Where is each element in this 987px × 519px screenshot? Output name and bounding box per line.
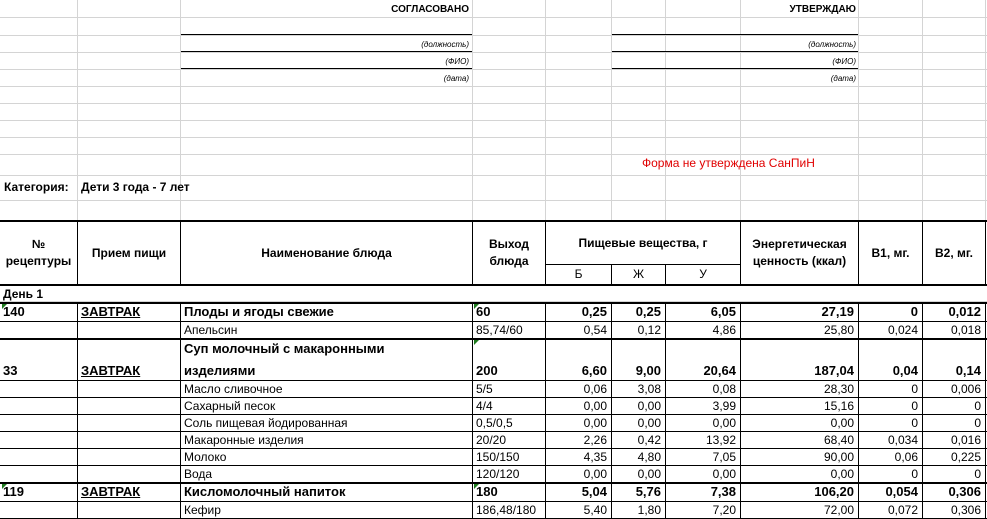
dish-b-value: 5,04 <box>581 484 607 499</box>
ingredient-zh-value: 0,00 <box>637 399 661 413</box>
dish-b1-value: 0,04 <box>892 363 918 378</box>
col-output: Выход блюда <box>488 237 530 268</box>
dish-b2-value: 0,14 <box>955 363 981 378</box>
dish-b-value: 0,25 <box>581 304 607 319</box>
ingredient-name: Кефир <box>184 503 221 517</box>
ingredient-zh-value: 4,80 <box>637 450 661 464</box>
dish-b1-value: 0 <box>910 304 918 319</box>
ingredient-b2-value: 0 <box>974 399 981 413</box>
dish-b2-value: 0,306 <box>948 484 981 499</box>
ingredient-zh-value: 0,00 <box>637 416 661 430</box>
ingredient-b2-value: 0,018 <box>950 323 981 337</box>
ingredient-name: Соль пищевая йодированная <box>184 416 348 430</box>
col-zh: Ж <box>632 267 645 281</box>
ingredient-u-value: 7,20 <box>712 503 736 517</box>
ingredient-kcal-value: 15,16 <box>823 399 854 413</box>
dish-output: 180 <box>476 484 498 499</box>
utverzhdayu-label: УТВЕРЖДАЮ <box>789 4 856 15</box>
col-dish: Наименование блюда <box>261 245 392 260</box>
ingredient-zh-value: 0,00 <box>637 467 661 481</box>
ingredient-output: 20/20 <box>476 433 507 447</box>
dish-u-value: 20,64 <box>703 363 736 378</box>
dish-kcal-value: 187,04 <box>814 363 854 378</box>
ingredient-b2-value: 0 <box>974 416 981 430</box>
ingredient-u-value: 0,08 <box>712 382 736 396</box>
ingredient-kcal-value: 0,00 <box>830 416 854 430</box>
dish-name: Кисломолочный напиток <box>184 484 346 499</box>
dish-name-line2: изделиями <box>184 363 256 378</box>
form-note: Форма не утверждена СанПиН <box>642 156 815 170</box>
category-value: Дети 3 года - 7 лет <box>81 180 190 194</box>
ingredient-b1-value: 0 <box>911 399 918 413</box>
meal-name: ЗАВТРАК <box>81 484 141 499</box>
ingredient-output: 0,5/0,5 <box>476 416 513 430</box>
dish-kcal-value: 106,20 <box>814 484 854 499</box>
ingredient-b1-value: 0 <box>911 467 918 481</box>
dish-name-line1: Суп молочный с макаронными <box>184 341 385 356</box>
ingredient-name: Сахарный песок <box>184 399 276 413</box>
ingredient-b1-value: 0,034 <box>887 433 918 447</box>
ingredient-output: 120/120 <box>476 467 520 481</box>
ingredient-output: 4/4 <box>476 399 493 413</box>
ingredient-u-value: 13,92 <box>705 433 736 447</box>
ingredient-b1-value: 0 <box>911 416 918 430</box>
ingredient-kcal-value: 90,00 <box>823 450 854 464</box>
data-caption-left: (дата) <box>443 74 469 83</box>
soglasovano-label: СОГЛАСОВАНО <box>391 4 469 15</box>
dish-b2-value: 0,012 <box>948 304 981 319</box>
ingredient-b2-value: 0,016 <box>950 433 981 447</box>
dolzhnost-caption-left: (должность) <box>421 40 469 49</box>
ingredient-u-value: 4,86 <box>712 323 736 337</box>
dish-u-value: 6,05 <box>710 304 736 319</box>
ingredient-kcal-value: 25,80 <box>823 323 854 337</box>
ingredient-name: Макаронные изделия <box>184 433 304 447</box>
ingredient-output: 186,48/180 <box>476 503 537 517</box>
ingredient-zh-value: 3,08 <box>637 382 661 396</box>
meal-name: ЗАВТРАК <box>81 304 141 319</box>
dish-b-value: 6,60 <box>581 363 607 378</box>
ingredient-b2-value: 0,225 <box>950 450 981 464</box>
ingredient-zh-value: 0,12 <box>637 323 661 337</box>
ingredient-b1-value: 0,06 <box>894 450 918 464</box>
data-caption-right: (дата) <box>830 74 856 83</box>
ingredient-name: Апельсин <box>184 323 238 337</box>
day-label: День 1 <box>3 287 44 301</box>
col-meal: Прием пищи <box>91 245 167 260</box>
ingredient-u-value: 7,05 <box>712 450 736 464</box>
fio-caption-right: (ФИО) <box>832 57 856 66</box>
col-u: У <box>699 267 707 281</box>
ingredient-b-value: 0,54 <box>583 323 607 337</box>
col-recipe-no: № рецептуры <box>5 237 72 268</box>
ingredient-b1-value: 0,072 <box>887 503 918 517</box>
dish-zh-value: 0,25 <box>635 304 661 319</box>
dish-u-value: 7,38 <box>710 484 736 499</box>
ingredient-b-value: 2,26 <box>583 433 607 447</box>
ingredient-b-value: 0,06 <box>583 382 607 396</box>
ingredient-b-value: 0,00 <box>583 399 607 413</box>
col-b1: В1, мг. <box>871 245 910 260</box>
meal-name: ЗАВТРАК <box>81 363 141 378</box>
ingredient-output: 5/5 <box>476 382 493 396</box>
category-label: Категория: <box>4 180 69 194</box>
ingredient-kcal-value: 72,00 <box>823 503 854 517</box>
ingredient-u-value: 0,00 <box>712 416 736 430</box>
ingredient-u-value: 0,00 <box>712 467 736 481</box>
recipe-number: 33 <box>3 363 18 378</box>
ingredient-b-value: 0,00 <box>583 416 607 430</box>
dish-zh-value: 9,00 <box>635 363 661 378</box>
fio-caption-left: (ФИО) <box>445 57 469 66</box>
col-b: Б <box>574 267 583 281</box>
ingredient-b2-value: 0 <box>974 467 981 481</box>
ingredient-name: Молоко <box>184 450 227 464</box>
ingredient-output: 150/150 <box>476 450 520 464</box>
col-nutrients: Пищевые вещества, г <box>578 235 708 250</box>
ingredient-kcal-value: 0,00 <box>830 467 854 481</box>
dish-name: Плоды и ягоды свежие <box>184 304 334 319</box>
ingredient-b-value: 0,00 <box>583 467 607 481</box>
dish-zh-value: 5,76 <box>635 484 661 499</box>
ingredient-zh-value: 1,80 <box>637 503 661 517</box>
ingredient-u-value: 3,99 <box>712 399 736 413</box>
ingredient-kcal-value: 68,40 <box>823 433 854 447</box>
ingredient-b2-value: 0,306 <box>950 503 981 517</box>
col-energy: Энергетическая ценность (ккал) <box>752 237 847 268</box>
dolzhnost-caption-right: (должность) <box>808 40 856 49</box>
ingredient-b-value: 4,35 <box>583 450 607 464</box>
recipe-number: 119 <box>3 484 24 499</box>
ingredient-output: 85,74/60 <box>476 323 523 337</box>
dish-b1-value: 0,054 <box>885 484 918 499</box>
dish-output: 200 <box>476 363 498 378</box>
col-b2: В2, мг. <box>934 245 973 260</box>
ingredient-b1-value: 0 <box>911 382 918 396</box>
ingredient-b1-value: 0,024 <box>887 323 918 337</box>
dish-output: 60 <box>476 304 491 319</box>
recipe-number: 140 <box>3 304 25 319</box>
ingredient-name: Масло сливочное <box>184 382 283 396</box>
ingredient-kcal-value: 28,30 <box>823 382 854 396</box>
ingredient-b-value: 5,40 <box>583 503 607 517</box>
dish-kcal-value: 27,19 <box>821 304 854 319</box>
ingredient-b2-value: 0,006 <box>950 382 981 396</box>
ingredient-zh-value: 0,42 <box>637 433 661 447</box>
ingredient-name: Вода <box>184 467 213 481</box>
